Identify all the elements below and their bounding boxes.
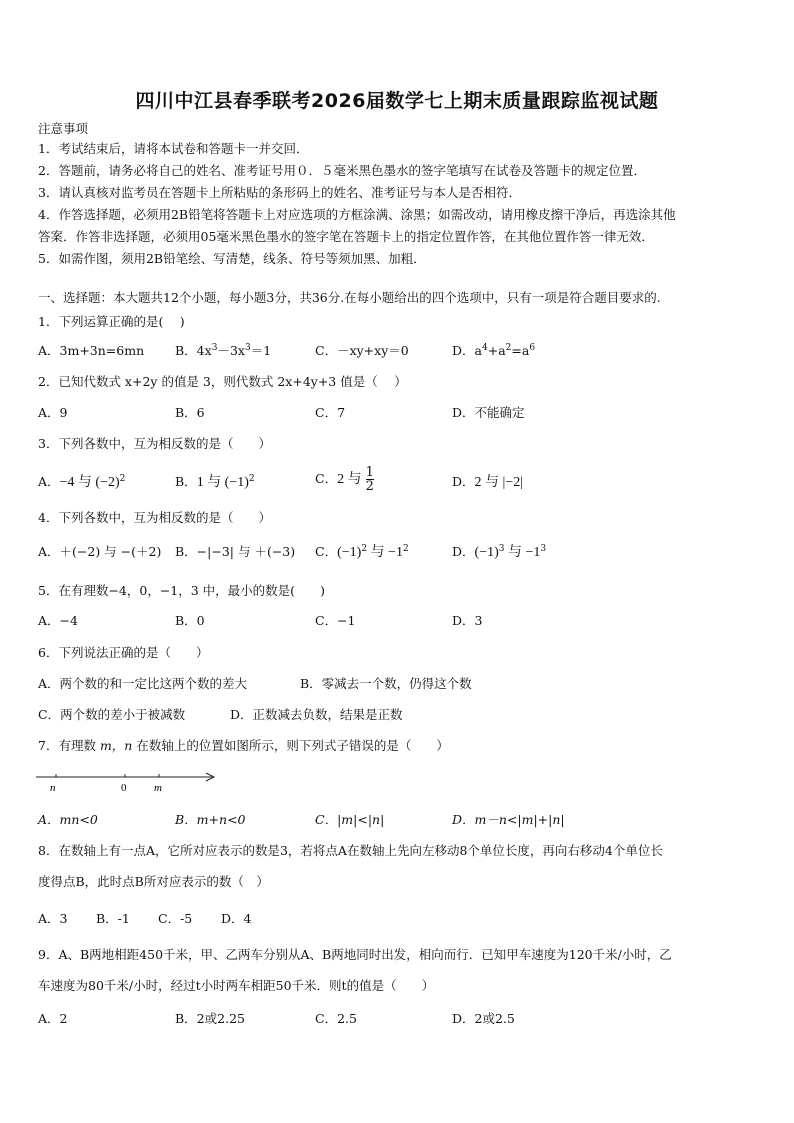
option-d: D．正数减去负数，结果是正数 bbox=[230, 707, 403, 722]
option-d: D．$a^4+a^2=a^6$ bbox=[452, 342, 536, 358]
option-b: B．零减去一个数，仍得这个数 bbox=[300, 676, 472, 691]
option-a: A．9 bbox=[38, 405, 68, 420]
option-d: D．$(-1)^3$ 与 $-1^3$ bbox=[452, 543, 547, 560]
option-b: B．0 bbox=[175, 613, 205, 628]
notice-item-5: 5．如需作图，须用2B铅笔绘、写清楚，线条、符号等须加黑、加粗． bbox=[38, 251, 426, 266]
option-c: C．－xy+xy＝0 bbox=[315, 343, 409, 358]
option-b: B．6 bbox=[175, 405, 205, 420]
option-c: C．2.5 bbox=[315, 1011, 357, 1026]
notice-heading: 注意事项 bbox=[38, 121, 89, 136]
option-b: B．-1 bbox=[96, 911, 130, 926]
notice-item-3: 3．请认真核对监考员在答题卡上所粘贴的条形码上的姓名、准考证号与本人是否相符． bbox=[38, 185, 521, 200]
question-1-stem: 1．下列运算正确的是( ) bbox=[38, 314, 185, 329]
option-a: A．3m+3n=6mn bbox=[38, 343, 145, 358]
question-8-options bbox=[38, 910, 758, 932]
option-a: A．两个数的和一定比这两个数的差大 bbox=[38, 676, 248, 691]
section-heading: 一、选择题：本大题共12个小题，每小题3分，共36分.在每小题给出的四个选项中，只有一项是符合题目要求的. bbox=[38, 290, 661, 305]
number-line-figure bbox=[36, 766, 226, 796]
option-a: A．mn<0 bbox=[38, 812, 98, 827]
option-c: C．$(-1)^2$ 与 $-1^2$ bbox=[315, 543, 409, 560]
option-c: C．2 与 $\frac{1}{2}$ bbox=[315, 465, 374, 494]
option-a: A．＋(−2) 与 −(＋2) bbox=[38, 544, 162, 559]
option-a: A．2 bbox=[38, 1011, 68, 1026]
question-1-options bbox=[38, 342, 758, 364]
question-6-options-row1 bbox=[38, 675, 758, 697]
question-6-options-row2 bbox=[38, 706, 758, 728]
option-c: C．-5 bbox=[158, 911, 193, 926]
question-9-line-2: 车速度为80千米/小时，经过t小时两车相距50千米．则t的值是（ ） bbox=[38, 978, 435, 993]
option-a: A．−4 与 $(-2)^2$ bbox=[38, 473, 126, 490]
option-b: B．1 与 $(-1)^2$ bbox=[175, 473, 255, 490]
option-d: D．不能确定 bbox=[452, 405, 525, 420]
notice-item-2: 2．答题前，请务必将自己的姓名、准考证号用０．５毫米黑色墨水的签字笔填写在试卷及答题卡的规定位置． bbox=[38, 163, 646, 178]
question-3-stem: 3．下列各数中，互为相反数的是（ ） bbox=[38, 436, 271, 451]
question-7-options bbox=[38, 811, 758, 833]
option-c: C．−1 bbox=[315, 613, 356, 628]
option-d: D．2或2.5 bbox=[452, 1011, 515, 1026]
label-n: n bbox=[50, 782, 56, 794]
question-4-options bbox=[38, 543, 758, 565]
option-b: B．m+n<0 bbox=[175, 812, 246, 827]
option-c: C．7 bbox=[315, 405, 346, 420]
question-7-stem: 7．有理数 m，n 在数轴上的位置如图所示，则下列式子错误的是（ ） bbox=[38, 738, 449, 753]
label-m: m bbox=[154, 782, 162, 794]
question-2-stem: 2．已知代数式 x+2y 的值是 3，则代数式 2x+4y+3 值是（ ） bbox=[38, 374, 407, 389]
option-d: D．4 bbox=[221, 911, 252, 926]
page-title: 四川中江县春季联考2026届数学七上期末质量跟踪监视试题 bbox=[135, 90, 659, 112]
fraction-one-half: $\frac{1}{2}$ bbox=[365, 465, 374, 494]
question-5-stem: 5．在有理数−4，0，−1，3 中，最小的数是( ) bbox=[38, 583, 325, 598]
option-c: C．两个数的差小于被减数 bbox=[38, 707, 186, 722]
question-9-line-1: 9．A、B两地相距450千米，甲、乙两车分别从A、B两地同时出发，相向而行．已知甲车速度为120千米/小时，乙 bbox=[38, 947, 672, 962]
question-6-stem: 6．下列说法正确的是（ ） bbox=[38, 645, 209, 660]
question-5-options bbox=[38, 612, 758, 634]
option-d: D．3 bbox=[452, 613, 483, 628]
option-b: B．$4x^3-3x^3=1$ bbox=[175, 342, 272, 358]
question-3-options bbox=[38, 465, 758, 498]
option-d: D．m－n<|m|+|n| bbox=[452, 812, 565, 827]
option-a: A．−4 bbox=[38, 613, 78, 628]
notice-item-1: 1．考试结束后，请将本试卷和答题卡一并交回． bbox=[38, 141, 309, 156]
label-0: 0 bbox=[121, 782, 127, 794]
option-d: D．2 与 |−2| bbox=[452, 474, 524, 490]
option-c: C．|m|<|n| bbox=[315, 812, 385, 827]
option-a: A．3 bbox=[38, 911, 68, 926]
question-8-line-1: 8．在数轴上有一点A，它所对应表示的数是3，若将点A在数轴上先向左移动8个单位长度，再向右移动4个单位长 bbox=[38, 843, 663, 858]
question-9-options bbox=[38, 1010, 758, 1032]
question-8-line-2: 度得点B，此时点B所对应表示的数（ ） bbox=[38, 874, 269, 889]
question-2-options bbox=[38, 404, 758, 426]
notice-item-4-cont: 答案．作答非选择题，必须用05毫米黑色墨水的签字笔在答题卡上的指定位置作答，在其他位置作答一律无效． bbox=[38, 229, 654, 244]
question-4-stem: 4．下列各数中，互为相反数的是（ ） bbox=[38, 510, 271, 525]
option-b: B．−|−3| 与 ＋(−3) bbox=[175, 544, 296, 559]
notice-item-4: 4．作答选择题，必须用2B铅笔将答题卡上对应选项的方框涂满、涂黑；如需改动，请用橡皮擦干净后，再选涂其他 bbox=[38, 207, 676, 222]
option-b: B．2或2.25 bbox=[175, 1011, 245, 1026]
